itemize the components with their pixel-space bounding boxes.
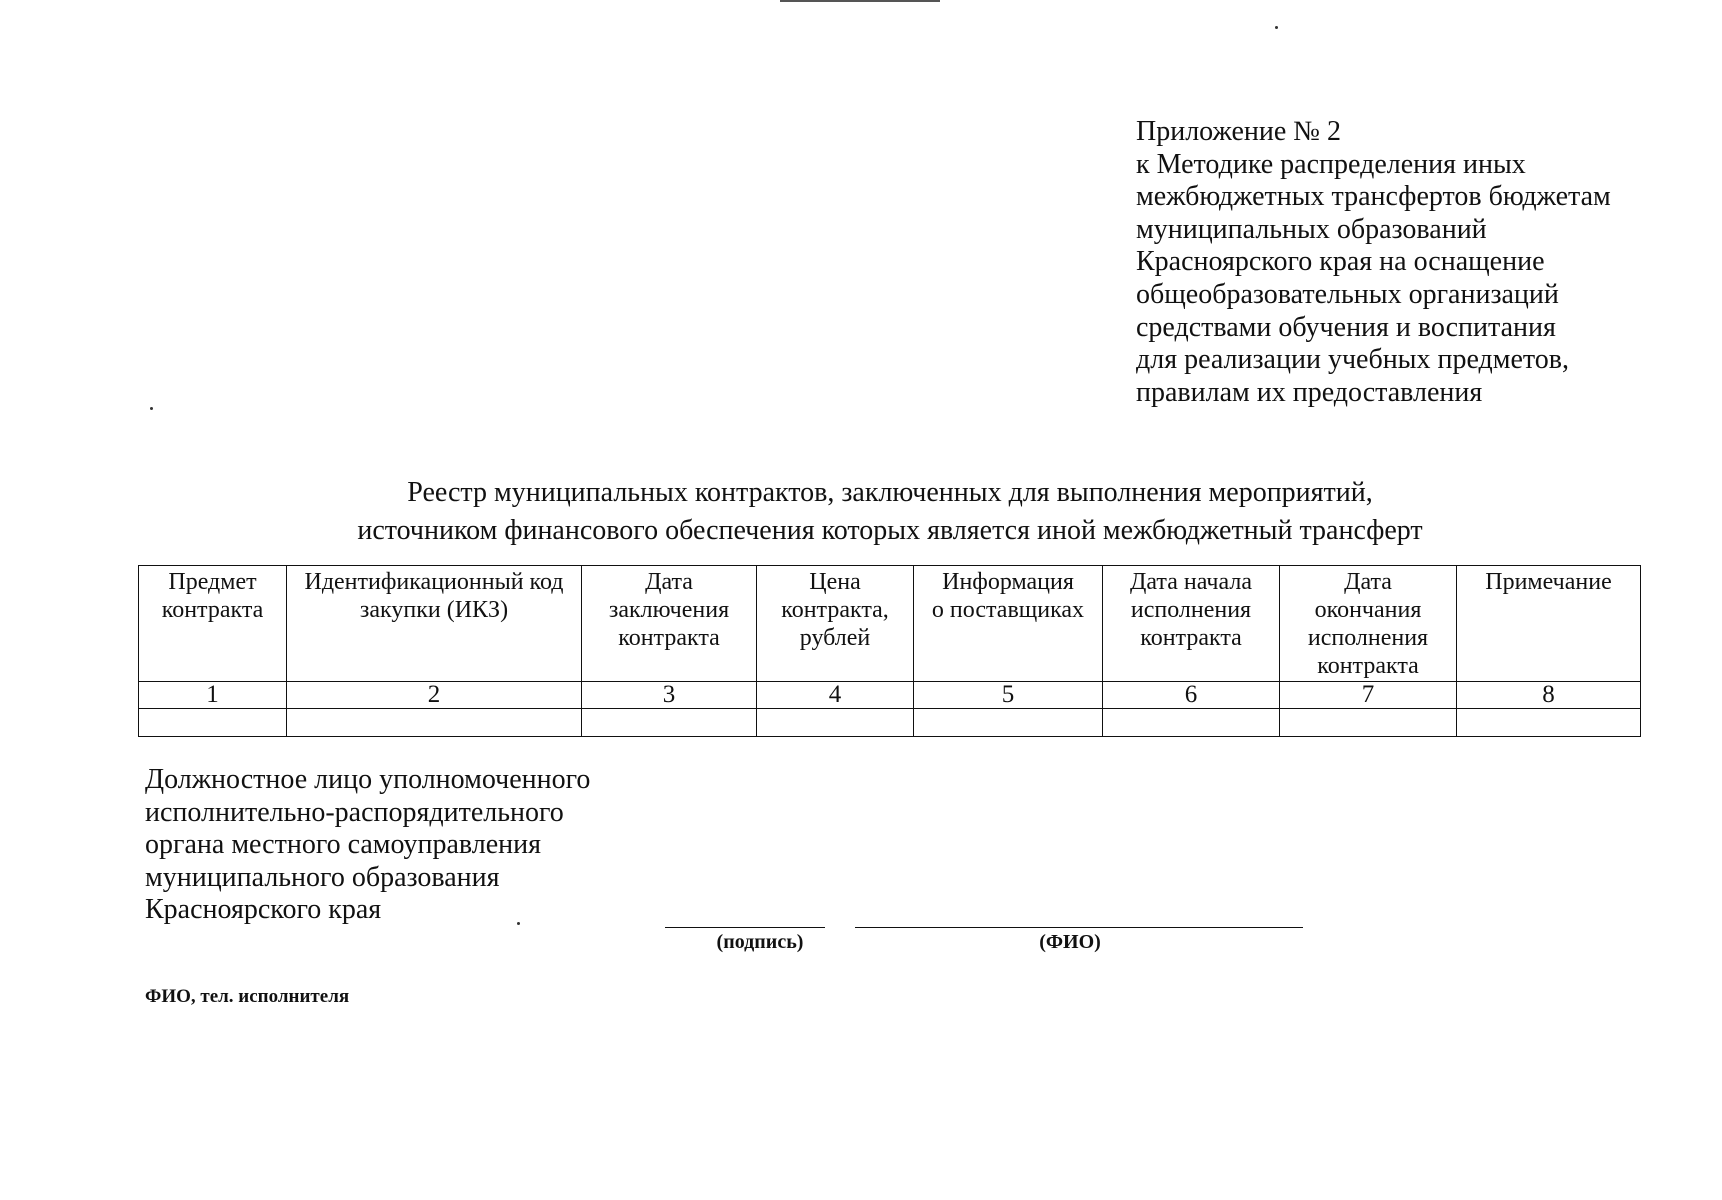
column-number: 3: [582, 682, 757, 709]
column-number: 4: [757, 682, 914, 709]
header-cell-suppliers: Информация о поставщиках: [914, 566, 1103, 682]
annex-line: муниципальных образований: [1136, 213, 1487, 245]
annex-line: общеобразовательных организаций: [1136, 278, 1559, 310]
name-caption: (ФИО): [1039, 931, 1101, 953]
annex-line: средствами обучения и воспитания: [1136, 311, 1556, 343]
official-line: Красноярского края: [145, 894, 382, 926]
scan-artifact: [780, 0, 940, 2]
empty-cell: [757, 709, 914, 737]
executor-contact: ФИО, тел. исполнителя: [145, 986, 350, 1007]
scan-dot: [1275, 26, 1278, 29]
signature-caption: (подпись): [716, 931, 804, 953]
official-line: муниципального образования: [145, 861, 500, 893]
column-number-row: [139, 682, 1641, 709]
header-cell-start-date: Дата начала исполнения контракта: [1103, 566, 1280, 682]
header-cell-subject: Предмет контракта: [139, 566, 287, 682]
scan-dot: [150, 407, 153, 410]
annex-header: [1136, 116, 1676, 409]
official-line: Должностное лицо уполномоченного: [145, 764, 591, 795]
column-number: 5: [914, 682, 1103, 709]
official-line: исполнительно-распорядительного: [145, 796, 564, 828]
empty-cell: [1103, 709, 1280, 737]
header-cell-ikz: Идентификационный код закупки (ИКЗ): [287, 566, 582, 682]
annex-line: для реализации учебных предметов,: [1136, 344, 1570, 376]
header-cell-end-date: Дата окончания исполнения контракта: [1280, 566, 1457, 682]
empty-cell: [1457, 709, 1641, 737]
column-number: 2: [287, 682, 582, 709]
table-row: [139, 709, 1641, 737]
annex-line: Красноярского края на оснащение: [1136, 246, 1545, 278]
table-header-row: [139, 566, 1641, 682]
signature-line: [665, 927, 825, 928]
annex-line: правилам их предоставления: [1136, 376, 1483, 408]
registry-table: [138, 565, 1641, 737]
annex-line: межбюджетных трансфертов бюджетам: [1136, 181, 1611, 213]
header-cell-price: Цена контракта, рублей: [757, 566, 914, 682]
annex-line: к Методике распределения иных: [1136, 148, 1526, 180]
empty-cell: [1280, 709, 1457, 737]
empty-cell: [287, 709, 582, 737]
official-position: [145, 764, 785, 927]
official-line: органа местного самоуправления: [145, 829, 541, 861]
header-cell-conclusion-date: Дата заключения контракта: [582, 566, 757, 682]
empty-cell: [582, 709, 757, 737]
empty-cell: [914, 709, 1103, 737]
registry-title-line: Реестр муниципальных контрактов, заключенных для выполнения мероприятий,: [407, 477, 1373, 508]
registry-title-line: источником финансового обеспечения которых является иной межбюджетный трансферт: [357, 515, 1423, 546]
column-number: 6: [1103, 682, 1280, 709]
column-number: 7: [1280, 682, 1457, 709]
registry-title: [140, 474, 1640, 550]
empty-cell: [139, 709, 287, 737]
header-cell-note: Примечание: [1457, 566, 1641, 682]
column-number: 1: [139, 682, 287, 709]
annex-line: Приложение № 2: [1136, 116, 1341, 147]
name-line: [855, 927, 1303, 928]
column-number: 8: [1457, 682, 1641, 709]
